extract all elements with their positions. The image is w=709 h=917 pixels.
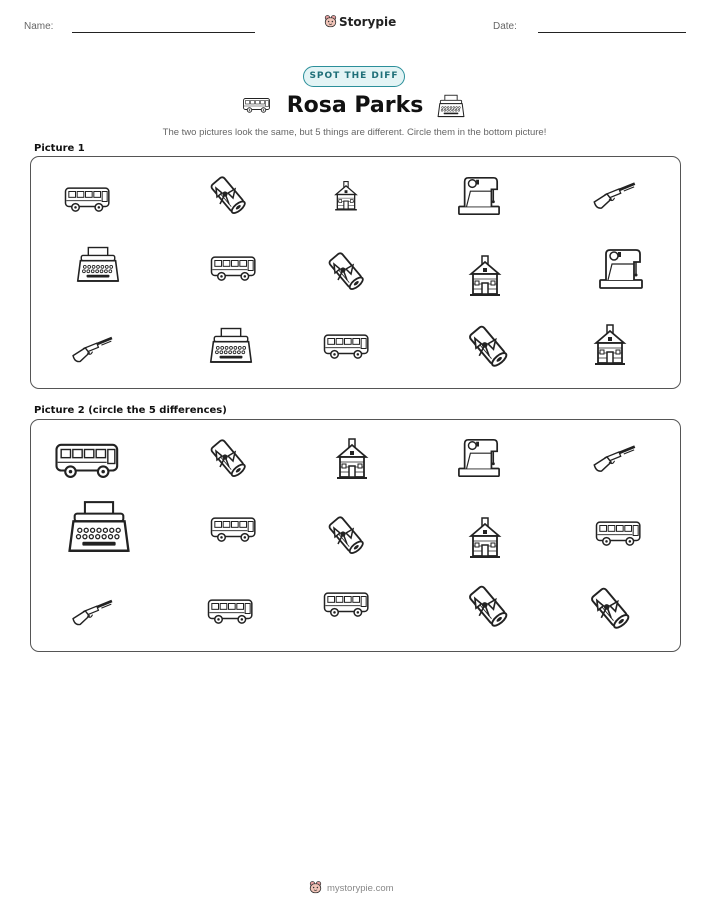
- rifle-icon[interactable]: [68, 595, 116, 627]
- name-line[interactable]: [72, 32, 255, 33]
- page-title: Rosa Parks: [286, 93, 424, 118]
- typewriter-icon: [76, 243, 120, 289]
- sewing-machine-icon: [455, 174, 503, 218]
- bus-icon: [242, 96, 272, 114]
- picture-2-label: Picture 2 (circle the 5 differences): [34, 405, 227, 416]
- bus-icon: [322, 330, 372, 362]
- name-label: Name:: [24, 21, 54, 32]
- scroll-icon[interactable]: [466, 582, 510, 630]
- typewriter-icon: [209, 324, 253, 370]
- schoolhouse-icon[interactable]: [467, 516, 503, 560]
- scroll-icon: [466, 322, 510, 370]
- date-label: Date:: [493, 21, 517, 32]
- rifle-icon[interactable]: [589, 442, 639, 472]
- rifle-icon: [68, 332, 116, 364]
- schoolhouse-icon: [467, 254, 503, 298]
- sewing-machine-icon: [596, 246, 646, 292]
- scroll-icon: [208, 172, 248, 218]
- storypie-logo-icon: [308, 880, 323, 895]
- bus-icon[interactable]: [53, 438, 123, 482]
- schoolhouse-icon: [592, 322, 628, 368]
- storypie-logo-icon: [323, 14, 338, 29]
- picture-1-label: Picture 1: [34, 143, 85, 154]
- typewriter-icon[interactable]: [67, 498, 131, 560]
- date-line[interactable]: [538, 32, 686, 33]
- spot-the-diff-badge: SPOT THE DIFF: [303, 66, 405, 87]
- sewing-machine-icon[interactable]: [455, 436, 503, 480]
- rifle-icon: [589, 179, 639, 209]
- scroll-icon[interactable]: [588, 584, 632, 632]
- scroll-icon[interactable]: [208, 434, 248, 482]
- bus-icon: [63, 182, 113, 216]
- bus-icon[interactable]: [209, 513, 259, 545]
- brand-name: Storypie: [339, 15, 397, 29]
- bus-icon[interactable]: [206, 594, 256, 628]
- typewriter-icon: [437, 94, 465, 120]
- scroll-icon[interactable]: [326, 512, 366, 558]
- scroll-icon: [326, 248, 366, 294]
- bus-icon: [209, 252, 259, 284]
- bus-icon[interactable]: [322, 588, 372, 620]
- instructions: The two pictures look the same, but 5 things are different. Circle them in the bottom picture!: [162, 127, 547, 138]
- bus-icon[interactable]: [594, 516, 644, 550]
- schoolhouse-icon[interactable]: [334, 436, 370, 482]
- footer-url[interactable]: mystorypie.com: [327, 883, 394, 894]
- schoolhouse-icon: [333, 174, 359, 218]
